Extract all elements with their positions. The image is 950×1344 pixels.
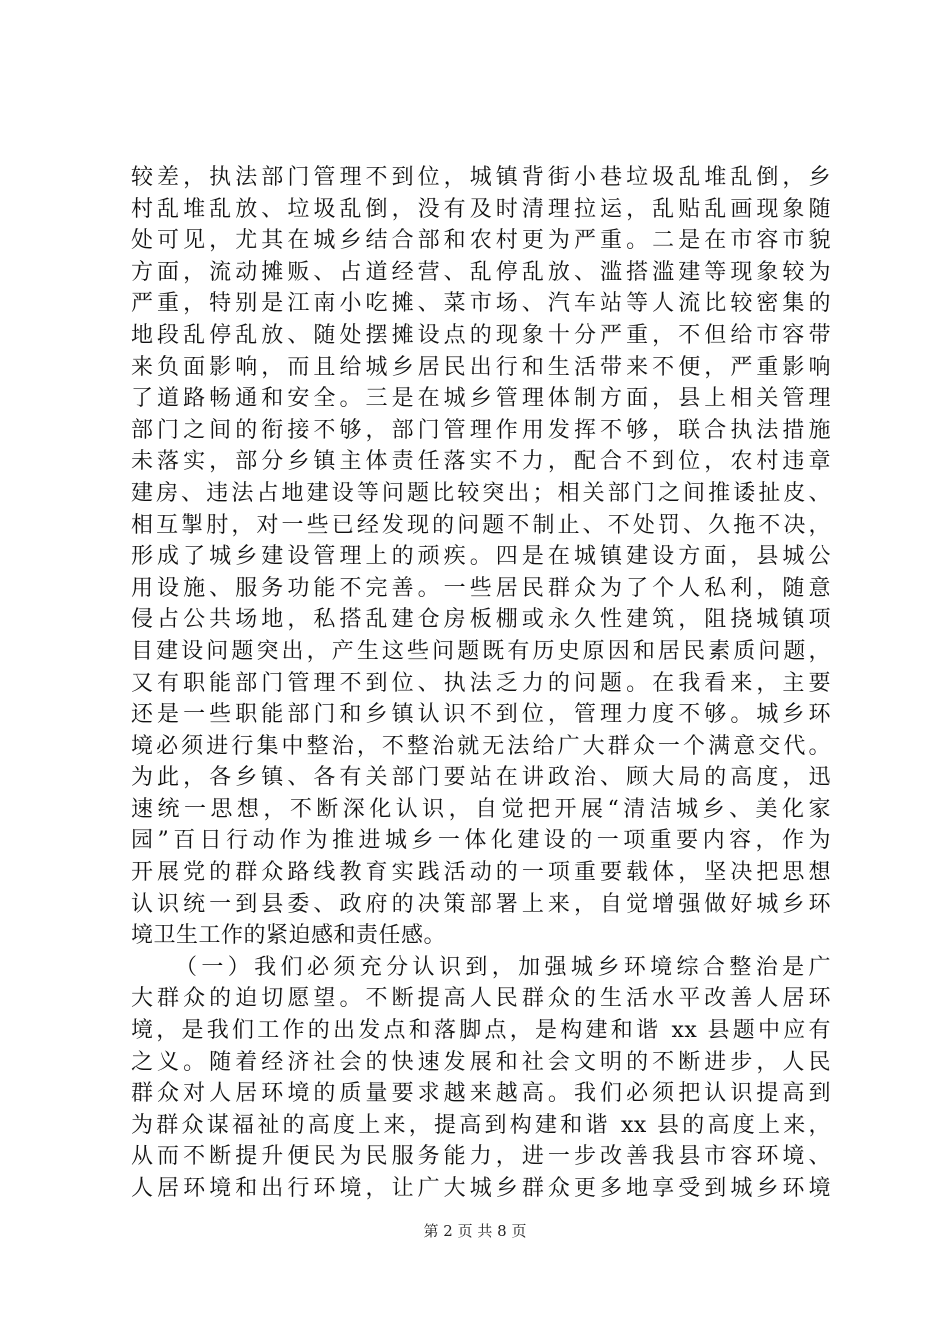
text-line: 来负面影响，而且给城乡居民出行和生活带来不便，严重影响: [131, 354, 831, 380]
text-line: 认识统一到县委、政府的决策部署上来，自觉增强做好城乡环: [131, 891, 831, 917]
text-line: 园”百日行动作为推进城乡一体化建设的一项重要内容，作为: [131, 828, 831, 854]
paragraph-start-line: （一）我们必须充分认识到，加强城乡环境综合整治是广: [175, 954, 831, 980]
text-line: 之义。随着经济社会的快速发展和社会文明的不断进步，人民: [131, 1049, 831, 1075]
text-line: 处可见，尤其在城乡结合部和农村更为严重。二是在市容市貌: [131, 228, 831, 254]
text-line: 境卫生工作的紧迫感和责任感。: [131, 923, 447, 949]
text-line: 了道路畅通和安全。三是在城乡管理体制方面，县上相关管理: [131, 386, 831, 412]
document-body: [131, 162, 831, 1205]
text-line: 从而不断提升便民为民服务能力，进一步改善我县市容环境、: [131, 1144, 831, 1170]
text-line: 人居环境和出行环境，让广大城乡群众更多地享受到城乡环境: [131, 1176, 831, 1201]
text-line: 建房、违法占地建设等问题比较突出；相关部门之间推诿扯皮、: [131, 480, 831, 506]
text-line: 较差，执法部门管理不到位，城镇背街小巷垃圾乱堆乱倒，乡: [131, 165, 831, 190]
text-line: 用设施、服务功能不完善。一些居民群众为了个人私利，随意: [131, 575, 831, 601]
text-line: 方面，流动摊贩、占道经营、乱停乱放、滥搭滥建等现象较为: [131, 259, 831, 285]
text-line: 目建设问题突出，产生这些问题既有历史原因和居民素质问题，: [131, 638, 831, 664]
text-line: 为群众谋福祉的高度上来，提高到构建和谐 xx 县的高度上来，: [131, 1112, 831, 1138]
text-line: 侵占公共场地，私搭乱建仓房板棚或永久性建筑，阻挠城镇项: [131, 607, 831, 633]
text-line: 部门之间的衔接不够，部门管理作用发挥不够，联合执法措施: [131, 417, 831, 443]
text-line: 速统一思想，不断深化认识，自觉把开展“清洁城乡、美化家: [131, 796, 831, 822]
text-line: 地段乱停乱放、随处摆摊设点的现象十分严重，不但给市容带: [131, 322, 831, 348]
text-line: 为此，各乡镇、各有关部门要站在讲政治、顾大局的高度，迅: [131, 765, 831, 791]
text-line: 境，是我们工作的出发点和落脚点，是构建和谐 xx 县题中应有: [131, 1018, 831, 1044]
page-number-footer: 第 2 页 共 8 页: [423, 1222, 527, 1240]
text-line: 还是一些职能部门和乡镇认识不到位，管理力度不够。城乡环: [131, 702, 831, 728]
text-line: 又有职能部门管理不到位、执法乏力的问题。在我看来，主要: [131, 670, 831, 696]
text-line: 开展党的群众路线教育实践活动的一项重要载体，坚决把思想: [131, 860, 831, 886]
text-line: 未落实，部分乡镇主体责任落实不力，配合不到位，农村违章: [131, 449, 831, 475]
text-line: 大群众的迫切愿望。不断提高人民群众的生活水平改善人居环: [131, 986, 831, 1012]
text-line: 群众对人居环境的质量要求越来越高。我们必须把认识提高到: [131, 1081, 831, 1107]
text-line: 形成了城乡建设管理上的顽疾。四是在城镇建设方面，县城公: [131, 544, 831, 570]
text-line: 村乱堆乱放、垃圾乱倒，没有及时清理拉运，乱贴乱画现象随: [131, 196, 831, 222]
text-line: 相互掣肘，对一些已经发现的问题不制止、不处罚、久拖不决，: [131, 512, 831, 538]
text-line: 境必须进行集中整治，不整治就无法给广大群众一个满意交代。: [131, 733, 831, 759]
text-line: 严重，特别是江南小吃摊、菜市场、汽车站等人流比较密集的: [131, 291, 831, 317]
